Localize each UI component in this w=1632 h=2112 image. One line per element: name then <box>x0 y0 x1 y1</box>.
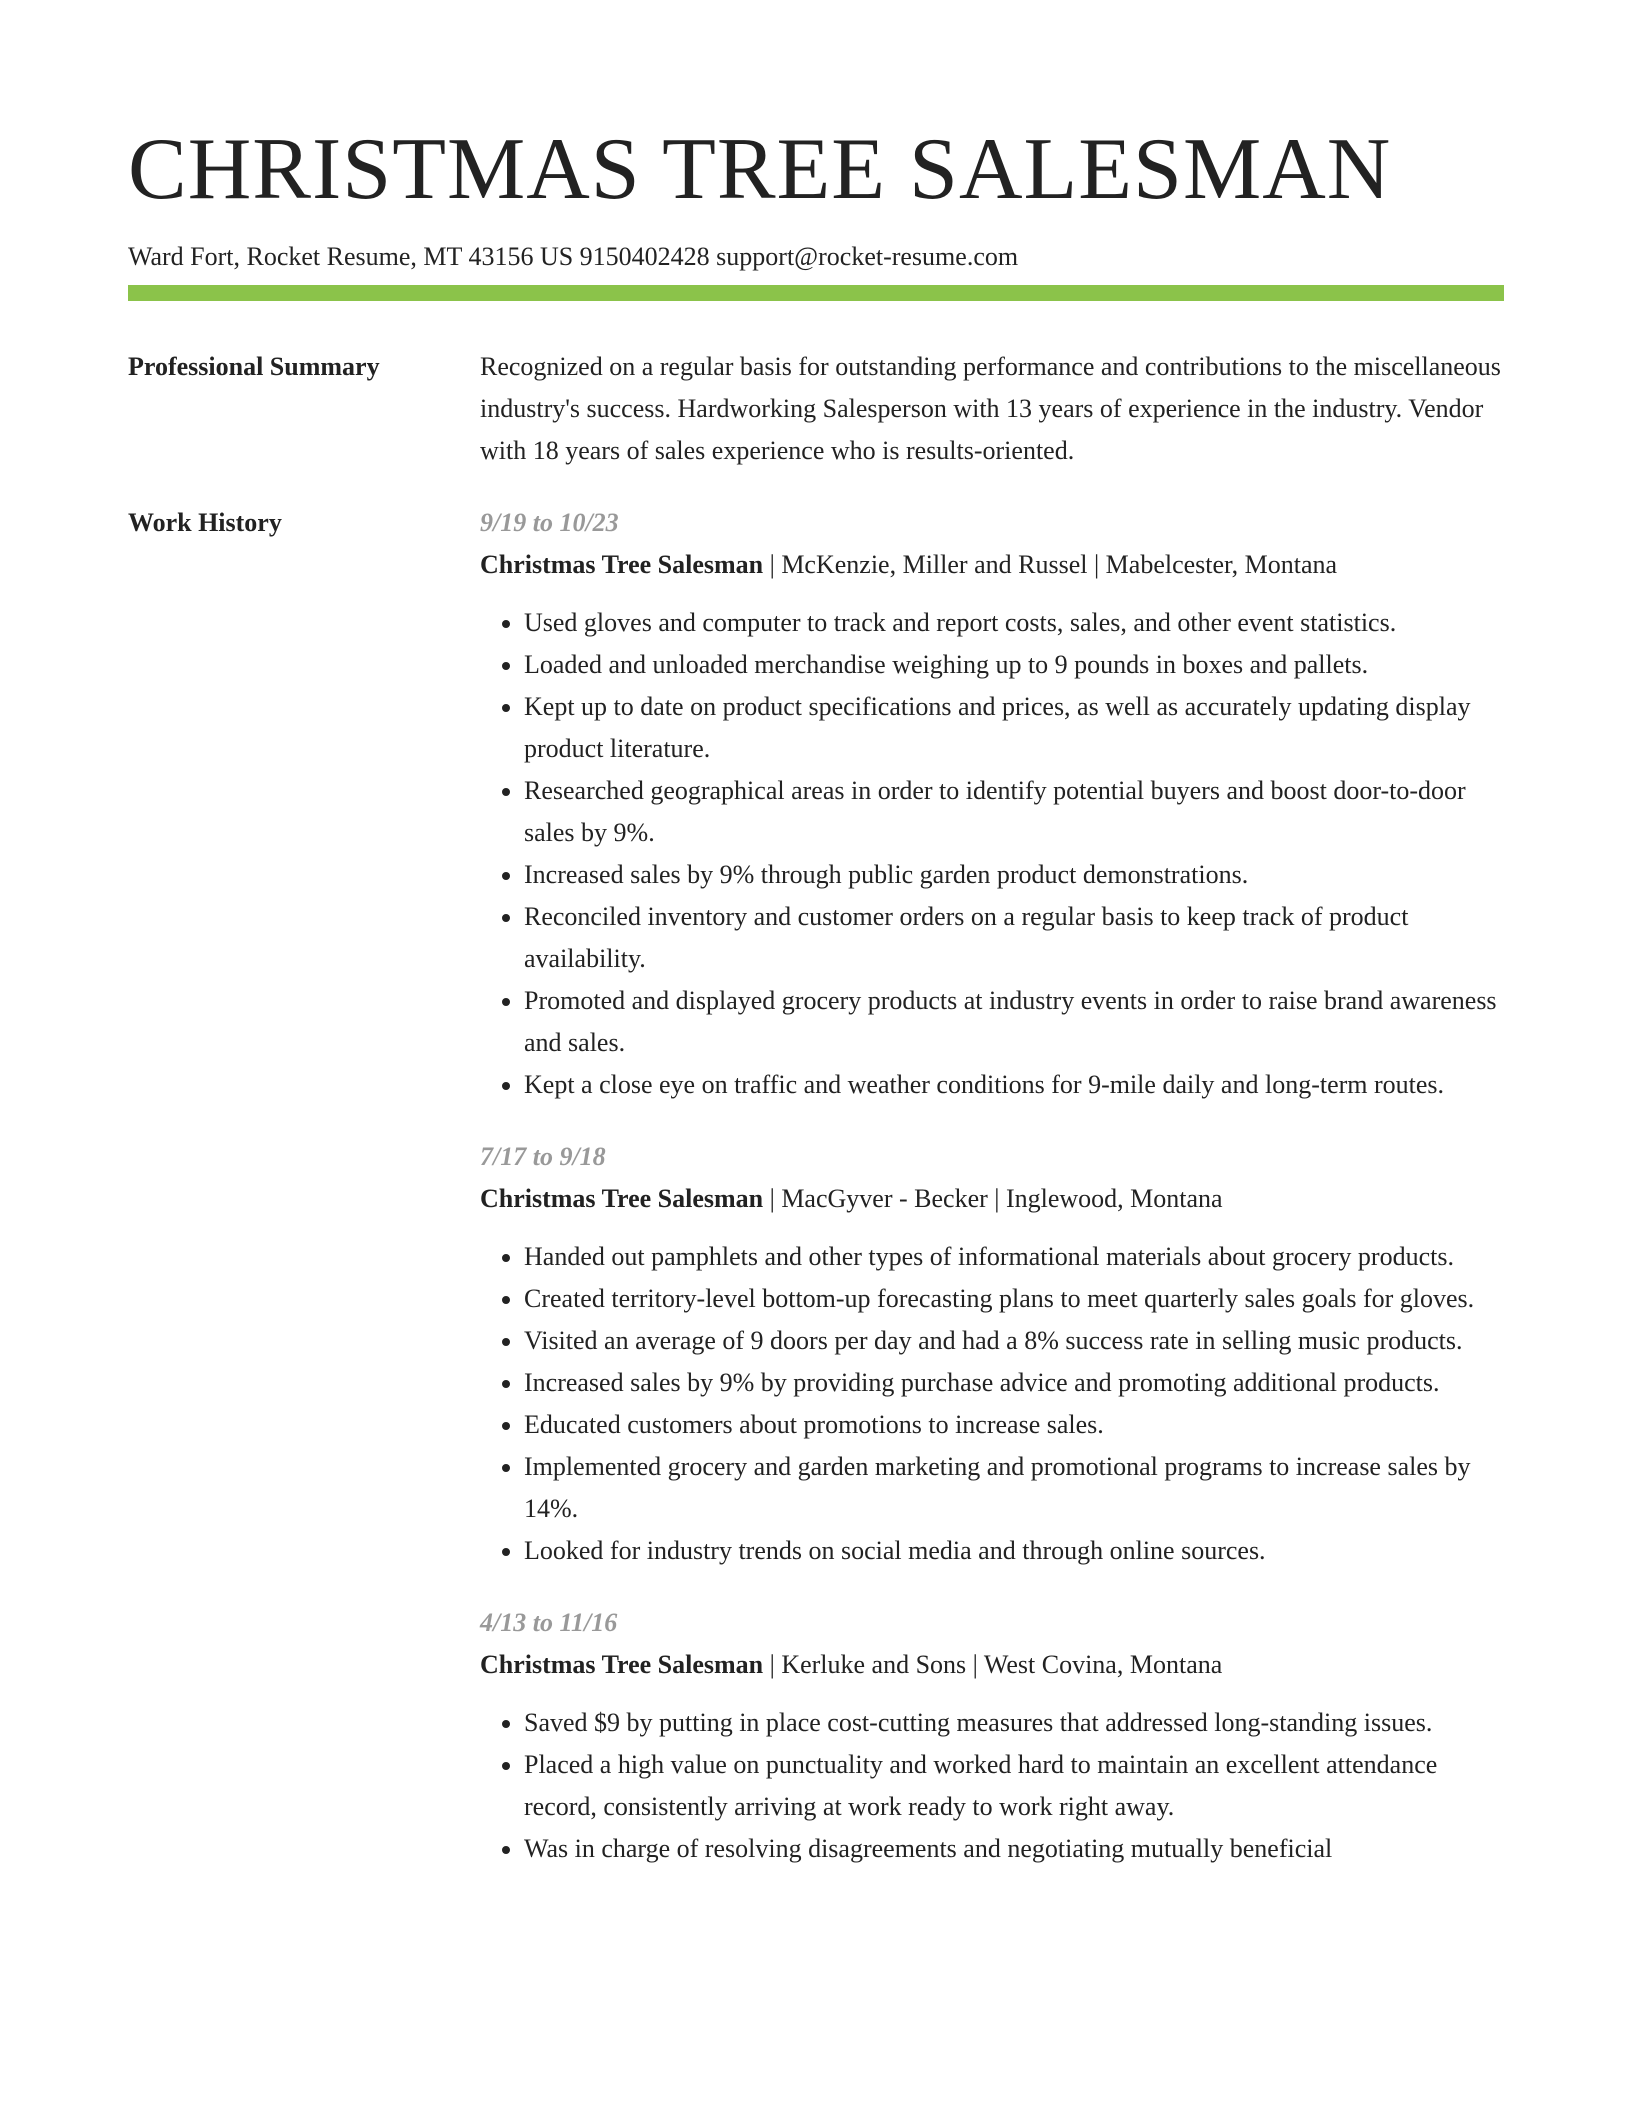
job-title: Christmas Tree Salesman <box>480 1650 764 1679</box>
bullet-item: • Handed out pamphlets and other types of informational materials about grocery products. <box>524 1236 1504 1278</box>
bullet-item: • Visited an average of 9 doors per day and had a 8% success rate in selling music products. <box>524 1320 1504 1362</box>
job-details: | Kerluke and Sons | West Covina, Montana <box>763 1650 1223 1679</box>
accent-divider <box>128 285 1504 301</box>
page-title: CHRISTMAS TREE SALESMAN <box>128 121 1392 218</box>
work-history-label: Work History <box>128 508 282 537</box>
bullet-item: • Promoted and displayed grocery products at industry events in order to raise brand awareness and sales. <box>524 980 1504 1064</box>
summary-body <box>480 346 1504 472</box>
summary-text: Recognized on a regular basis for outstanding performance and contributions to the miscellaneous industry's success. Hardworking Salesperson with 13 years of experience in the industry. Vendor with 18 years of sales experience who is results-oriented. <box>480 352 1501 465</box>
job-title: Christmas Tree Salesman <box>480 550 764 579</box>
job-dates: 4/13 to 11/16 <box>480 1608 618 1637</box>
bullet-item: • Created territory-level bottom-up forecasting plans to meet quarterly sales goals for gloves. <box>524 1278 1504 1320</box>
job-entry <box>480 502 1504 1106</box>
job-title: Christmas Tree Salesman <box>480 1184 764 1213</box>
job-entry <box>480 1136 1504 1572</box>
bullet-item: • Was in charge of resolving disagreements and negotiating mutually beneficial <box>524 1828 1504 1870</box>
job-bullets <box>480 602 1504 1106</box>
bullet-item: • Looked for industry trends on social media and through online sources. <box>524 1530 1504 1572</box>
bullet-item: • Increased sales by 9% through public garden product demonstrations. <box>524 854 1504 896</box>
job-heading <box>480 1644 1504 1686</box>
job-heading <box>480 544 1504 586</box>
job-dates: 7/17 to 9/18 <box>480 1142 606 1171</box>
bullet-item: • Educated customers about promotions to increase sales. <box>524 1404 1504 1446</box>
work-history-body <box>480 502 1504 1900</box>
contact-line: Ward Fort, Rocket Resume, MT 43156 US 9150402428 support@rocket-resume.com <box>128 242 1019 271</box>
bullet-item: • Placed a high value on punctuality and worked hard to maintain an excellent attendance record, consistently arriving at work ready to work right away. <box>524 1744 1504 1828</box>
summary-label: Professional Summary <box>128 352 380 381</box>
job-details: | McKenzie, Miller and Russel | Mabelcester, Montana <box>763 550 1338 579</box>
bullet-item: • Reconciled inventory and customer orders on a regular basis to keep track of product availability. <box>524 896 1504 980</box>
job-heading <box>480 1178 1504 1220</box>
job-bullets <box>480 1236 1504 1572</box>
bullet-item: • Increased sales by 9% by providing purchase advice and promoting additional products. <box>524 1362 1504 1404</box>
job-dates: 9/19 to 10/23 <box>480 508 619 537</box>
bullet-item: • Kept a close eye on traffic and weather conditions for 9-mile daily and long-term routes. <box>524 1064 1504 1106</box>
bullet-item: • Researched geographical areas in order to identify potential buyers and boost door-to-door sales by 9%. <box>524 770 1504 854</box>
job-bullets <box>480 1702 1504 1870</box>
resume-header <box>128 118 1504 274</box>
job-entry <box>480 1602 1504 1870</box>
bullet-item: • Used gloves and computer to track and report costs, sales, and other event statistics. <box>524 602 1504 644</box>
job-details: | MacGyver - Becker | Inglewood, Montana <box>763 1184 1223 1213</box>
bullet-item: • Loaded and unloaded merchandise weighing up to 9 pounds in boxes and pallets. <box>524 644 1504 686</box>
bullet-item: • Saved $9 by putting in place cost-cutting measures that addressed long-standing issues. <box>524 1702 1504 1744</box>
bullet-item: • Kept up to date on product specifications and prices, as well as accurately updating display product literature. <box>524 686 1504 770</box>
bullet-item: • Implemented grocery and garden marketing and promotional programs to increase sales by 14%. <box>524 1446 1504 1530</box>
